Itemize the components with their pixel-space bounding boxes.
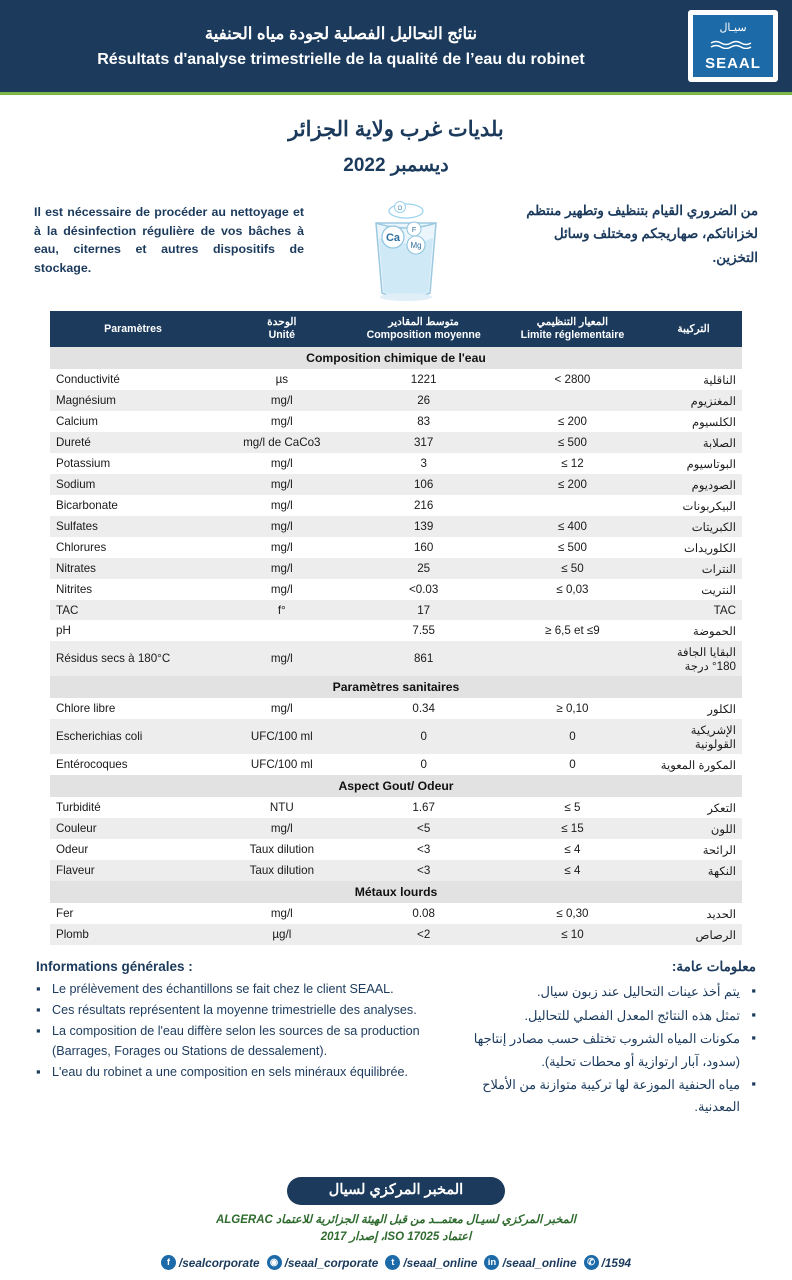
header-titles bbox=[97, 24, 695, 69]
social-link-label[interactable]: /seaal_online bbox=[502, 1255, 577, 1270]
table-section-row bbox=[50, 676, 742, 698]
info-item-french: ▪ Le prélèvement des échantillons se fait chez le client SEAAL. bbox=[36, 980, 436, 1000]
cell-moyenne: 0 bbox=[420, 758, 427, 772]
cell-unit: mg/l bbox=[216, 474, 347, 495]
cell-moyenne: <2 bbox=[348, 924, 500, 945]
cell-parameter: Sodium bbox=[50, 474, 216, 495]
cell-moyenne: <0.03 bbox=[408, 583, 439, 597]
cell-parameter: Conductivité bbox=[56, 373, 120, 387]
cell-moyenne: 0.34 bbox=[412, 702, 435, 716]
info-item-arabic: ▪ تمثل هذه النتائج المعدل الفصلي للتحاليل. bbox=[452, 1005, 756, 1027]
lab-badge: المخبر المركزي لسيال bbox=[287, 1177, 505, 1205]
col-composition-ar-label: التركيبة bbox=[677, 322, 710, 335]
social-link-label[interactable]: /seaal_online bbox=[403, 1255, 478, 1270]
col-parametres bbox=[50, 311, 216, 347]
cell-limite: 0 bbox=[500, 719, 645, 754]
cell-limite: ≤ 200 bbox=[500, 474, 645, 495]
cell-parameter-arabic: المكورة المعوية bbox=[660, 758, 736, 772]
social-link[interactable] bbox=[584, 1255, 632, 1270]
svg-text:Mg: Mg bbox=[410, 241, 422, 250]
cell-unit: NTU bbox=[269, 801, 294, 815]
cell-parameter-arabic: الصوديوم bbox=[645, 474, 742, 495]
cell-parameter: Odeur bbox=[56, 843, 89, 857]
cell-moyenne: 17 bbox=[348, 600, 500, 620]
table-row bbox=[50, 903, 742, 924]
cell-unit: mg/l bbox=[270, 541, 293, 555]
notice-row bbox=[0, 193, 792, 309]
cell-limite: ≤ 500 bbox=[500, 432, 645, 453]
cell-limite: ≤ 50 bbox=[500, 558, 645, 579]
cell-moyenne: 861 bbox=[348, 641, 500, 676]
cell-moyenne: 139 bbox=[348, 516, 500, 537]
cell-parameter-arabic: الكبريتات bbox=[645, 516, 742, 537]
info-item-french: ▪ Ces résultats représentent la moyenne trimestrielle des analyses. bbox=[36, 1001, 436, 1021]
cell-parameter: Plomb bbox=[50, 924, 216, 945]
cell-moyenne: 25 bbox=[348, 558, 500, 579]
accreditation-line-1: المخبر المركزي لسيـال معتمــد من قبل الهيئة الجزائرية للاعتماد ALGERAC bbox=[215, 1213, 577, 1226]
cell-parameter-arabic: التعكر bbox=[707, 801, 736, 815]
col-limite bbox=[500, 311, 645, 347]
svg-text:O: O bbox=[397, 206, 403, 212]
header-title-arabic: نتائج التحاليل الفصلية لجودة مياه الحنفية bbox=[204, 24, 478, 43]
cell-limite bbox=[500, 600, 645, 620]
table-row bbox=[50, 369, 742, 390]
page-header bbox=[0, 0, 792, 95]
page-footer bbox=[0, 1177, 792, 1280]
col-unite-ar: الوحدة bbox=[267, 316, 297, 328]
cell-unit: mg/l bbox=[270, 457, 293, 471]
accreditation-line-2: اعتماد ISO 17025، إصدار 2017 bbox=[320, 1230, 472, 1243]
cell-parameter-arabic: اللون bbox=[645, 818, 742, 839]
cell-moyenne: 26 bbox=[348, 390, 500, 411]
table-section-label: Paramètres sanitaires bbox=[50, 676, 742, 698]
page-subtitle-period: ديسمبر 2022 bbox=[343, 155, 449, 176]
cell-parameter: pH bbox=[56, 624, 71, 638]
cell-parameter-arabic: الناقلية bbox=[703, 373, 736, 387]
header-title-french: Résultats d'analyse trimestrielle de la qualité de l’eau du robinet bbox=[97, 50, 585, 68]
cell-parameter: Couleur bbox=[50, 818, 216, 839]
table-section-row bbox=[50, 881, 742, 903]
col-composition-ar bbox=[645, 311, 742, 347]
cell-moyenne: 83 bbox=[417, 415, 431, 429]
cell-parameter-arabic: المغنزيوم bbox=[645, 390, 742, 411]
social-links-bar bbox=[0, 1255, 792, 1280]
social-link-label[interactable]: /sealcorporate bbox=[178, 1255, 260, 1270]
cell-limite: ≤ 400 bbox=[500, 516, 645, 537]
info-item-french: ▪ L'eau du robinet a une composition en sels minéraux équilibrée. bbox=[36, 1063, 436, 1083]
cell-moyenne: 3 bbox=[420, 457, 427, 471]
instagram-icon[interactable]: ◉ bbox=[267, 1255, 282, 1270]
cell-parameter: Bicarbonate bbox=[56, 499, 118, 513]
info-list-arabic bbox=[452, 981, 756, 1118]
cell-limite: ≤ 200 bbox=[557, 415, 587, 429]
cell-parameter-arabic: الحموضة bbox=[693, 624, 736, 638]
cell-parameter-arabic: الحديد bbox=[706, 907, 736, 921]
cell-parameter-arabic: النكهة bbox=[645, 860, 742, 881]
cell-limite: ≤ 0,03 bbox=[556, 583, 589, 597]
info-item-arabic: ▪ مكونات المياه الشروب تختلف حسب مصادر إنتاجها (سدود، آبار ارتوازية أو محطات تحلية). bbox=[452, 1028, 756, 1073]
cell-parameter-arabic: الصلابة bbox=[645, 432, 742, 453]
cell-moyenne: 7.55 bbox=[412, 624, 435, 638]
cell-limite bbox=[500, 390, 645, 411]
cell-limite: ≤ 4 bbox=[564, 843, 581, 857]
cell-parameter: Flaveur bbox=[50, 860, 216, 881]
cell-parameter: Chlorures bbox=[56, 541, 107, 555]
results-table-wrap bbox=[0, 311, 792, 945]
col-limite-ar: المعيار التنظيمي bbox=[536, 316, 609, 328]
table-section-label: Métaux lourds bbox=[50, 881, 742, 903]
table-row bbox=[50, 495, 742, 516]
col-unite bbox=[216, 311, 347, 347]
cell-moyenne: 216 bbox=[413, 499, 434, 513]
table-head bbox=[50, 311, 742, 347]
linkedin-icon[interactable]: in bbox=[484, 1255, 499, 1270]
cell-parameter-arabic: البيكربونات bbox=[682, 499, 736, 513]
cell-parameter: Nitrites bbox=[56, 583, 93, 597]
cell-parameter-arabic: البقايا الجافة 180° درجة bbox=[645, 641, 742, 676]
cell-limite: ≤ 10 bbox=[500, 924, 645, 945]
notice-text-arabic: من الضروري القيام بتنظيف وتطهير منتظم لخزاناتكم، صهاريجكم ومختلف وسائل التخزين. bbox=[526, 203, 758, 265]
col-limite-fr: Limite réglementaire bbox=[520, 329, 625, 342]
cell-unit: mg/l bbox=[270, 907, 293, 921]
table-row bbox=[50, 579, 742, 600]
cell-parameter-arabic: TAC bbox=[645, 600, 742, 620]
cell-moyenne: <3 bbox=[417, 843, 431, 857]
cell-unit: UFC/100 ml bbox=[250, 758, 313, 772]
cell-unit: mg/l bbox=[216, 818, 347, 839]
table-row bbox=[50, 860, 742, 881]
notice-text-french: Il est nécessaire de procéder au nettoyage et à la désinfection régulière de vos bâches à eau, citernes et autres dispositifs de stockage. bbox=[34, 205, 304, 275]
cell-unit: mg/l de CaCo3 bbox=[216, 432, 347, 453]
table-row bbox=[50, 698, 742, 719]
table-row bbox=[50, 641, 742, 676]
info-title-french: Informations générales : bbox=[36, 959, 193, 975]
table-row bbox=[50, 719, 742, 754]
cell-parameter-arabic: الكلوريدات bbox=[683, 541, 736, 555]
phone-icon[interactable]: ✆ bbox=[584, 1255, 599, 1270]
cell-moyenne: 106 bbox=[348, 474, 500, 495]
seaal-logo-inner bbox=[693, 15, 773, 77]
twitter-icon[interactable]: t bbox=[385, 1255, 400, 1270]
cell-parameter-arabic: الرائحة bbox=[702, 843, 736, 857]
cell-parameter: Entérocoques bbox=[56, 758, 128, 772]
cell-parameter: Résidus secs à 180°C bbox=[50, 641, 216, 676]
table-section-label: Aspect Gout/ Odeur bbox=[50, 775, 742, 797]
seaal-logo-name: SEAAL bbox=[705, 54, 761, 72]
cell-unit: f° bbox=[216, 600, 347, 620]
cell-limite: < 2800 bbox=[554, 373, 591, 387]
table-row bbox=[50, 432, 742, 453]
table-row bbox=[50, 797, 742, 818]
cell-unit: Taux dilution bbox=[216, 860, 347, 881]
table-row bbox=[50, 620, 742, 641]
col-moyenne bbox=[348, 311, 500, 347]
cell-parameter: Escherichias coli bbox=[50, 719, 216, 754]
cell-unit: µg/l bbox=[216, 924, 347, 945]
cell-unit bbox=[216, 620, 347, 641]
cell-limite: ≤ 4 bbox=[500, 860, 645, 881]
table-body bbox=[50, 347, 742, 945]
cell-moyenne: 0 bbox=[348, 719, 500, 754]
cell-limite bbox=[500, 495, 645, 516]
cell-moyenne: 160 bbox=[413, 541, 434, 555]
page-title: بلديات غرب ولاية الجزائر bbox=[288, 118, 504, 141]
cell-moyenne: 0.08 bbox=[412, 907, 435, 921]
col-parametres-fr: Paramètres bbox=[104, 322, 162, 335]
col-moyenne-ar: متوسط المقادير bbox=[388, 316, 459, 328]
social-link[interactable] bbox=[484, 1255, 576, 1270]
cell-parameter: Sulfates bbox=[50, 516, 216, 537]
info-title-arabic: معلومات عامة: bbox=[671, 959, 756, 975]
cell-unit: Taux dilution bbox=[249, 843, 315, 857]
cell-limite: ≤ 500 bbox=[557, 541, 587, 555]
table-row bbox=[50, 839, 742, 860]
cell-unit: mg/l bbox=[216, 516, 347, 537]
table-row bbox=[50, 411, 742, 432]
social-link[interactable] bbox=[385, 1255, 477, 1270]
social-link-label[interactable]: /1594 bbox=[601, 1255, 632, 1270]
water-quality-table bbox=[50, 311, 742, 945]
cell-moyenne: <3 bbox=[348, 860, 500, 881]
table-row bbox=[50, 558, 742, 579]
cell-parameter-arabic: الإشريكية القولونية bbox=[645, 719, 742, 754]
cell-parameter-arabic: الرصاص bbox=[645, 924, 742, 945]
table-section-row bbox=[50, 775, 742, 797]
cell-limite: ≤ 12 bbox=[561, 457, 584, 471]
col-unite-fr: Unité bbox=[268, 329, 296, 342]
facebook-icon[interactable]: f bbox=[161, 1255, 176, 1270]
cell-moyenne: 1221 bbox=[410, 373, 437, 387]
table-section-row bbox=[50, 347, 742, 369]
info-list-french bbox=[36, 980, 436, 1082]
table-row bbox=[50, 924, 742, 945]
cell-parameter: Calcium bbox=[56, 415, 98, 429]
table-row bbox=[50, 818, 742, 839]
cell-unit: UFC/100 ml bbox=[216, 719, 347, 754]
general-info-row bbox=[0, 945, 792, 1119]
cell-parameter-arabic: البوتاسيوم bbox=[686, 457, 736, 471]
social-link-label[interactable]: /seaal_corporate bbox=[284, 1255, 379, 1270]
social-link[interactable] bbox=[161, 1255, 260, 1270]
cell-limite: ≤ 0,30 bbox=[556, 907, 589, 921]
table-row bbox=[50, 453, 742, 474]
general-info-french bbox=[36, 959, 436, 1119]
cell-moyenne: 317 bbox=[348, 432, 500, 453]
seaal-logo bbox=[688, 10, 778, 82]
svg-text:Ca: Ca bbox=[385, 232, 401, 244]
general-info-arabic bbox=[452, 959, 756, 1119]
cell-parameter: Magnésium bbox=[50, 390, 216, 411]
cell-unit: µs bbox=[275, 373, 289, 387]
cell-parameter: Potassium bbox=[56, 457, 111, 471]
cell-parameter-arabic: الكلور bbox=[707, 702, 736, 716]
cell-unit: mg/l bbox=[216, 390, 347, 411]
water-glass-icon bbox=[346, 193, 466, 305]
cell-moyenne: 1.67 bbox=[412, 801, 435, 815]
cell-limite: ≤ 5 bbox=[564, 801, 581, 815]
cell-unit: mg/l bbox=[270, 583, 293, 597]
info-item-arabic: ▪ مياه الحنفية الموزعة لها تركيبة متوازنة من الأملاح المعدنية. bbox=[452, 1074, 756, 1119]
svg-text:F: F bbox=[411, 227, 417, 234]
cell-unit: mg/l bbox=[216, 641, 347, 676]
cell-parameter-arabic: النتريت bbox=[701, 583, 736, 597]
cell-unit: mg/l bbox=[270, 702, 293, 716]
accreditation-text bbox=[0, 1212, 792, 1247]
table-row bbox=[50, 390, 742, 411]
cell-moyenne: <5 bbox=[348, 818, 500, 839]
cell-limite: 0 bbox=[569, 758, 576, 772]
social-link[interactable] bbox=[267, 1255, 379, 1270]
cell-parameter: Dureté bbox=[50, 432, 216, 453]
table-header-row bbox=[50, 311, 742, 347]
seaal-logo-arabic: سيـال bbox=[719, 21, 747, 34]
cell-parameter: Nitrates bbox=[50, 558, 216, 579]
cell-limite bbox=[500, 641, 645, 676]
cell-limite: ≥ 0,10 bbox=[556, 702, 589, 716]
cell-parameter: Fer bbox=[56, 907, 74, 921]
info-item-arabic: ▪ يتم أخذ عينات التحاليل عند زبون سيال. bbox=[452, 981, 756, 1003]
table-row bbox=[50, 754, 742, 775]
cell-limite: ≤ 15 bbox=[500, 818, 645, 839]
wave-icon bbox=[710, 36, 756, 54]
info-item-french: ▪ La composition de l'eau diffère selon les sources de sa production (Barrages, Forages ou Stations de dessalement). bbox=[36, 1022, 436, 1062]
col-moyenne-fr: Composition moyenne bbox=[366, 329, 481, 342]
cell-unit: mg/l bbox=[270, 499, 293, 513]
table-row bbox=[50, 516, 742, 537]
cell-parameter: Turbidité bbox=[56, 801, 101, 815]
cell-unit: mg/l bbox=[270, 415, 293, 429]
cell-limite: ≥ 6,5 et ≤9 bbox=[545, 624, 600, 638]
cell-parameter: TAC bbox=[50, 600, 216, 620]
table-row bbox=[50, 474, 742, 495]
cell-parameter: Chlore libre bbox=[56, 702, 116, 716]
glass-illustration bbox=[304, 193, 508, 305]
table-row bbox=[50, 600, 742, 620]
cell-parameter-arabic: الكلسيوم bbox=[691, 415, 736, 429]
cell-unit: mg/l bbox=[216, 558, 347, 579]
table-row bbox=[50, 537, 742, 558]
table-section-label: Composition chimique de l'eau bbox=[50, 347, 742, 369]
cell-parameter-arabic: النترات bbox=[645, 558, 742, 579]
